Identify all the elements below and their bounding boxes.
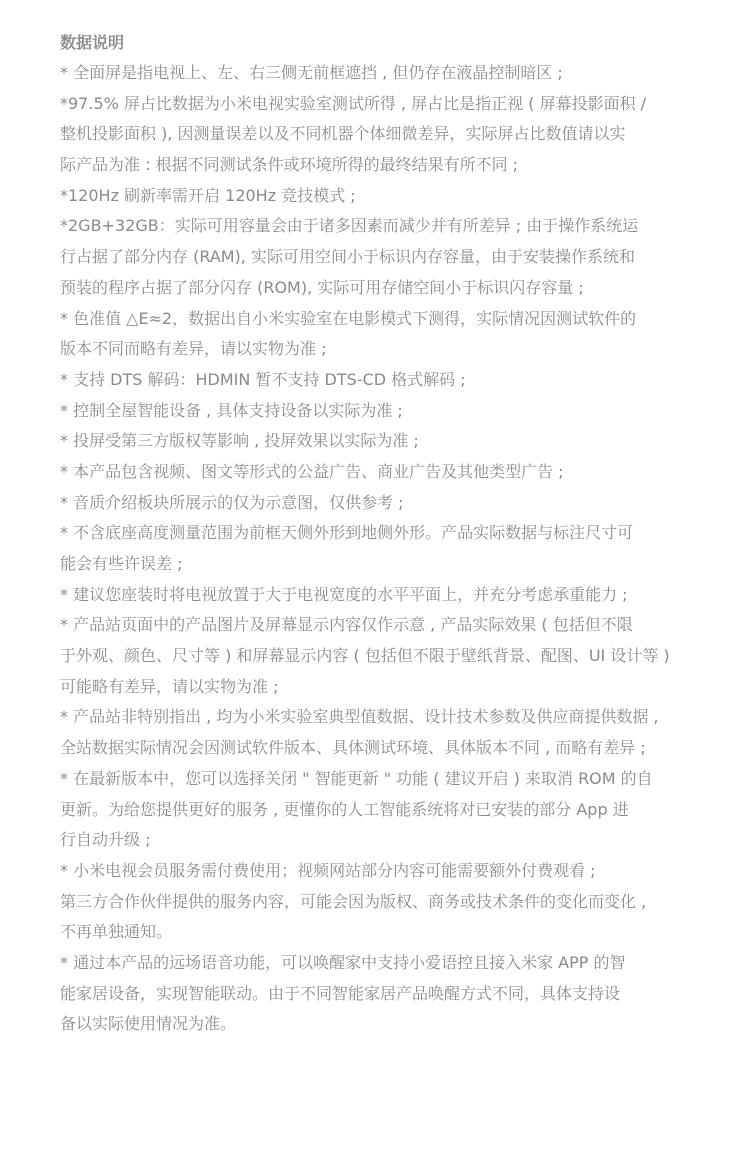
- note-line: 整机投影面积 ), 因测量误差以及不同机器个体细微差异，实际屏占比数值请以实: [60, 124, 626, 144]
- note-line: * 产品站页面中的产品图片及屏幕显示内容仅作示意 , 产品实际效果 ( 包括但不限: [60, 615, 633, 635]
- note-line: * 投屏受第三方版权等影响 , 投屏效果以实际为准 ;: [60, 431, 419, 451]
- note-line: *2GB+32GB：实际可用容量会由于诸多因素而减少并有所差异 ; 由于操作系统运: [60, 216, 639, 236]
- note-line: * 本产品包含视频、图文等形式的公益广告、商业广告及其他类型广告 ;: [60, 461, 564, 481]
- note-line: * 通过本产品的远场语音功能，可以唤醒家中支持小爱语控且接入米家 APP 的智: [60, 952, 626, 972]
- note-line: * 色准值 △E≈2，数据出自小米实验室在电影模式下测得，实际情况因测试软件的: [60, 308, 637, 328]
- note-line: 可能略有差异，请以实物为准 ;: [60, 676, 279, 696]
- document-title: 数据说明: [60, 33, 125, 52]
- note-line: * 音质介绍板块所展示的仅为示意图，仅供参考 ;: [60, 492, 404, 512]
- note-line: *120Hz 刷新率需开启 120Hz 竞技模式 ;: [60, 185, 356, 205]
- note-line: 不再单独通知。: [60, 922, 173, 942]
- note-line: 更新。为给您提供更好的服务 , 更懂你的人工智能系统将对已安装的部分 App 进: [60, 799, 629, 819]
- note-line: 预装的程序占据了部分闪存 (ROM), 实际可用存储空间小于标识闪存容量 ;: [60, 277, 584, 297]
- note-line: 能家居设备，实现智能联动。由于不同智能家居产品唤醒方式不同，具体支持设: [60, 983, 621, 1003]
- note-line: 行自动升级 ;: [60, 830, 151, 850]
- note-line: * 产品站非特别指出 , 均为小米实验室典型值数据、设计技术参数及供应商提供数据 ,: [60, 707, 659, 727]
- note-line: * 支持 DTS 解码：HDMIN 暂不支持 DTS-CD 格式解码 ;: [60, 369, 466, 389]
- notes-list: [60, 58, 700, 1040]
- note-line: * 小米电视会员服务需付费使用；视频网站部分内容可能需要额外付费观看 ;: [60, 860, 596, 880]
- note-line: * 全面屏是指电视上、左、右三侧无前框遮挡 , 但仍存在液晶控制暗区 ;: [60, 63, 563, 82]
- note-line: * 不含底座高度测量范围为前框天侧外形到地侧外形。产品实际数据与标注尺寸可: [60, 523, 634, 543]
- note-line: *97.5% 屏占比数据为小米电视实验室测试所得 , 屏占比是指正视 ( 屏幕投影面积 /: [60, 93, 647, 113]
- note-line: 版本不同而略有差异，请以实物为准 ;: [60, 339, 327, 359]
- note-line: 第三方合作伙伴提供的服务内容，可能会因为版权、商务或技术条件的变化而变化 ,: [60, 891, 647, 911]
- note-line: * 控制全屋智能设备 , 具体支持设备以实际为准 ;: [60, 400, 403, 420]
- note-line: 备以实际使用情况为准。: [60, 1014, 237, 1034]
- note-line: * 建议您座装时将电视放置于大于电视宽度的水平平面上，并充分考虑承重能力 ;: [60, 584, 628, 604]
- note-line: 能会有些许误差 ;: [60, 554, 183, 573]
- note-line: 于外观、颜色、尺寸等 ) 和屏幕显示内容 ( 包括但不限于壁纸背景、配图、UI 设计等 ): [60, 646, 670, 666]
- note-line: 全站数据实际情况会因测试软件版本、具体测试环境、具体版本不同 , 而略有差异 ;: [60, 738, 646, 758]
- data-notes-document: [60, 28, 700, 1040]
- note-line: 际产品为准 : 根据不同测试条件或环境所得的最终结果有所不同 ;: [60, 155, 519, 175]
- note-line: * 在最新版本中，您可以选择关闭 " 智能更新 " 功能 ( 建议开启 ) 来取消 ROM 的自: [60, 768, 653, 788]
- note-line: 行占据了部分内存 (RAM), 实际可用空间小于标识内存容量，由于安装操作系统和: [60, 247, 635, 267]
